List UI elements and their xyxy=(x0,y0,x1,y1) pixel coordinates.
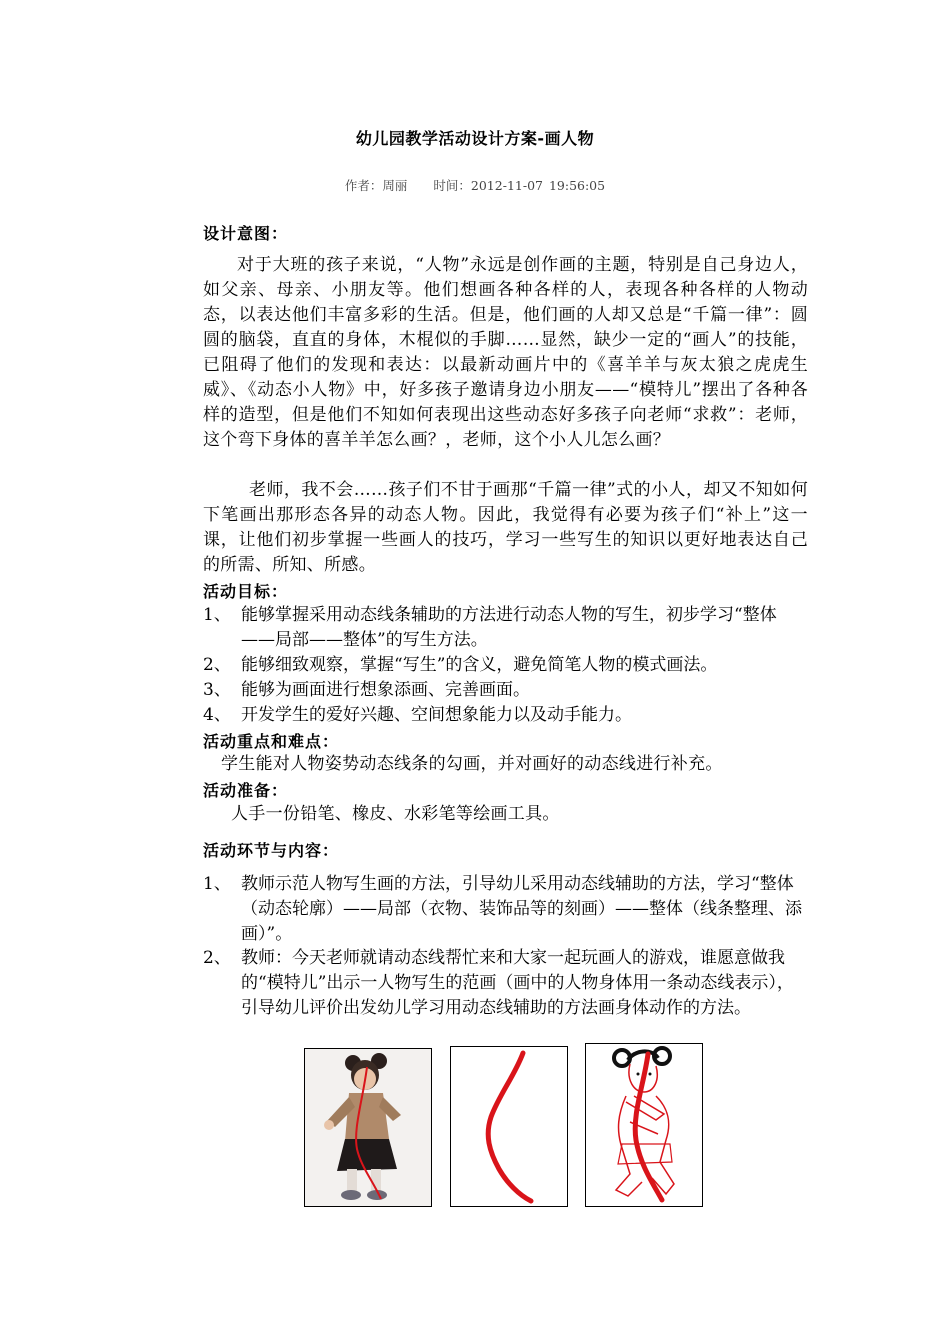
girl-photo-image xyxy=(305,1049,431,1206)
heading-steps: 活动环节与内容： xyxy=(203,841,340,860)
girl-sketch-figure xyxy=(585,1043,703,1207)
article-meta xyxy=(0,176,950,194)
heading-preparation: 活动准备： xyxy=(203,781,289,800)
goal-number: 1、 xyxy=(203,605,231,625)
goal-number: 4、 xyxy=(203,705,231,725)
heading-goals: 活动目标： xyxy=(203,582,289,601)
girl-sketch-image xyxy=(586,1044,702,1206)
heading-key-points: 活动重点和难点： xyxy=(203,732,340,751)
goal-text: 能够细致观察，掌握“写生”的含义，避免简笔人物的模式画法。 xyxy=(241,655,718,675)
author: 作者：周丽 xyxy=(344,178,408,193)
step-text: 教师示范人物写生画的方法，引导幼儿采用动态线辅助的方法，学习“整体（动态轮廓）——局部（衣物、装饰品等的刻画）——整体（线条整理、添画）”。 xyxy=(241,874,802,944)
goal-text: 能够掌握采用动态线条辅助的方法进行动态人物的写生，初步学习“整体——局部——整体”的写生方法。 xyxy=(241,605,777,650)
step-number: 2、 xyxy=(203,948,231,968)
goal-number: 2、 xyxy=(203,655,231,675)
page-title: 幼儿园教学活动设计方案-画人物 xyxy=(355,129,595,148)
preparation-text: 人手一份铅笔、橡皮、水彩笔等绘画工具。 xyxy=(231,804,560,824)
goal-text: 开发学生的爱好兴趣、空间想象能力以及动手能力。 xyxy=(241,705,632,725)
step-text: 教师：今天老师就请动态线帮忙来和大家一起玩画人的游戏，谁愿意做我的“模特儿”出示一人物写生的范画（画中的人物身体用一条动态线表示），引导幼儿评价出发幼儿学习用动态线辅助的方法画身体动作的方法。 xyxy=(241,948,794,1018)
girl-photo-figure xyxy=(304,1048,432,1207)
step-number: 1、 xyxy=(203,874,231,894)
motion-line-image xyxy=(451,1047,567,1206)
heading-design-intent: 设计意图： xyxy=(203,224,289,243)
goal-number: 3、 xyxy=(203,680,231,700)
intent-paragraph-2: 老师，我不会……孩子们不甘于画那“千篇一律”式的小人，却又不知如何下笔画出那形态各异的动态人物。因此，我觉得有必要为孩子们“补上”这一课，让他们初步掌握一些画人的技巧，学习一些写生的知识以更好地表达自己的所需、所知、所感。 xyxy=(203,480,808,575)
intent-paragraph-1: 对于大班的孩子来说，“人物”永远是创作画的主题，特别是自己身边人，如父亲、母亲、小朋友等。他们想画各种各样的人，表现各种各样的人物动态，以表达他们丰富多彩的生活。但是，他们画的人却又总是“千篇一律”：圆圆的脑袋，直直的身体，木棍似的手脚……显然，缺少一定的“画人”的技能，已阻碍了他们的发现和表达：以最新动画片中的《喜羊羊与灰太狼之虎虎生威》、《动态小人物》中，好多孩子邀请身边小朋友——“模特儿”摆出了各种各样的造型，但是他们不知如何表现出这些动态好多孩子向老师“求救”：老师，这个弯下身体的喜羊羊怎么画？，老师，这个小人儿怎么画？ xyxy=(203,255,808,450)
goal-text: 能够为画面进行想象添画、完善画面。 xyxy=(241,680,530,700)
motion-line-figure xyxy=(450,1046,568,1207)
timestamp: 时间：2012-11-07 19:56:05 xyxy=(433,178,606,193)
key-points-text: 学生能对人物姿势动态线条的勾画，并对画好的动态线进行补充。 xyxy=(221,754,723,774)
